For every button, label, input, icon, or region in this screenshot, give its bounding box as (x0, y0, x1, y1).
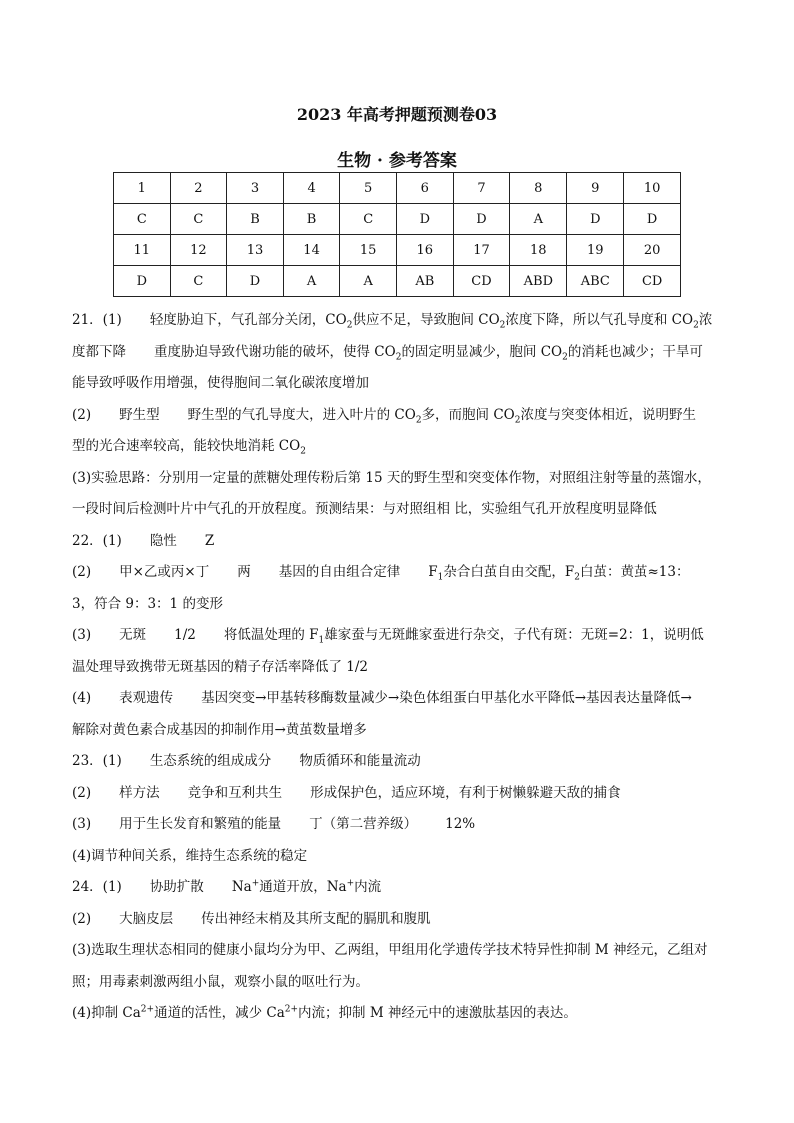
answer-cell: A (510, 204, 567, 235)
question-number-cell: 2 (170, 173, 227, 204)
question-number-cell: 3 (227, 173, 284, 204)
question-number-cell: 6 (396, 173, 453, 204)
q23-line-4: (4)调节种间关系，维持生态系统的稳定 (72, 847, 308, 864)
question-number-cell: 14 (283, 235, 340, 266)
question-number-row (114, 235, 681, 266)
answer-row (114, 204, 681, 235)
question-number-cell: 15 (340, 235, 397, 266)
answer-row (114, 266, 681, 297)
answer-cell: C (340, 204, 397, 235)
q22-line-2: (2) 甲×乙或丙×丁 两 基因的自由组合定律 $F_1$杂合白茧自由交配，$F_2$白茧：黄茧≈13： (72, 564, 690, 583)
q22-line-1: 22．(1) 隐性 Z (72, 532, 215, 549)
answer-cell: D (114, 266, 171, 297)
answer-cell: C (170, 266, 227, 297)
q21-line-3: 能导致呼吸作用增强，使得胞间二氧化碳浓度增加 (72, 375, 369, 391)
q22-line-4: (3) 无斑 1/2 将低温处理的 $F_1$雄家蚕与无斑雌家蚕进行杂交，子代有斑：无斑=2：1，说明低 (72, 627, 704, 646)
answer-cell: D (624, 204, 681, 235)
question-number-cell: 17 (453, 235, 510, 266)
answer-cell: A (283, 266, 340, 297)
answer-cell: D (396, 204, 453, 235)
q21-line-2: 度都下降 重度胁迫导致代谢功能的破坏，使得 $CO_2$的固定明显减少，胞间 $CO_2$的消耗也减少；干旱可 (72, 343, 703, 363)
question-number-cell: 8 (510, 173, 567, 204)
answer-cell: B (227, 204, 284, 235)
answer-cell: ABD (510, 266, 567, 297)
question-number-cell: 12 (170, 235, 227, 266)
question-number-cell: 16 (396, 235, 453, 266)
answer-cell: ABC (567, 266, 624, 297)
q22-line-7: 解除对黄色素合成基因的抑制作用→黄茧数量增多 (72, 721, 367, 738)
q21-line-1: 21．(1) 轻度胁迫下，气孔部分关闭，$CO_2$供应不足，导致胞间 $CO_2$浓度下降，所以气孔导度和 $CO_2$浓 (72, 312, 713, 331)
question-number-cell: 18 (510, 235, 567, 266)
q24-line-4: 照；用毒素刺激两组小鼠，观察小鼠的呕吐行为。 (72, 973, 369, 990)
question-number-cell: 9 (567, 173, 624, 204)
answer-cell: D (453, 204, 510, 235)
q21-line-7: 一段时间后检测叶片中气孔的开放程度。预测结果：与对照组相 比，实验组气孔开放程度明显降低 (72, 501, 657, 517)
question-number-row (114, 173, 681, 204)
q23-line-2: (2) 样方法 竞争和互利共生 形成保护色，适应环境，有利于树懒躲避天敌的捕食 (72, 784, 621, 801)
q22-line-5: 温处理导致携带无斑基因的精子存活率降低了 1/2 (72, 658, 369, 675)
answer-cell: D (567, 204, 624, 235)
q23-line-3: (3) 用于生长发育和繁殖的能量 丁（第二营养级） 12% (72, 816, 476, 832)
answer-cell: B (283, 204, 340, 235)
question-number-cell: 1 (114, 173, 171, 204)
page-title: 2023 年高考押题预测卷03 (296, 105, 498, 124)
question-number-cell: 11 (114, 235, 171, 266)
question-number-cell: 19 (567, 235, 624, 266)
answer-cell: CD (624, 266, 681, 297)
question-number-cell: 20 (624, 235, 681, 266)
answer-cell: C (170, 204, 227, 235)
q23-line-1: 23．(1) 生态系统的组成成分 物质循环和能量流动 (72, 753, 421, 769)
q24-line-1: 24．(1) 协助扩散 Na+通道开放，Na+内流 (72, 878, 382, 895)
question-number-cell: 5 (340, 173, 397, 204)
answer-cell: A (340, 266, 397, 297)
answer-cell: AB (396, 266, 453, 297)
q21-line-5: 型的光合速率较高，能较快地消耗 $CO_2$ (72, 438, 306, 457)
question-number-cell: 10 (624, 173, 681, 204)
question-number-cell: 7 (453, 173, 510, 204)
page-subtitle: 生物 · 参考答案 (337, 151, 457, 171)
q21-line-6: (3)实验思路：分别用一定量的蔗糖处理传粉后第 15 天的野生型和突变体作物，对照组注射等量的蒸馏水， (72, 469, 711, 486)
answer-cell: CD (453, 266, 510, 297)
q22-line-3: 3，符合 9：3：1 的变形 (72, 595, 223, 612)
q24-line-2: (2) 大脑皮层 传出神经末梢及其所支配的膈肌和腹肌 (72, 910, 431, 927)
answer-table (113, 172, 681, 297)
answer-cell: C (114, 204, 171, 235)
question-number-cell: 13 (227, 235, 284, 266)
answer-cell: D (227, 266, 284, 297)
q24-line-5: (4)抑制 $Ca^{2+}$通道的活性，减少 $Ca^{2+}$内流；抑制 M 神经元中的速激肽基因的表达。 (72, 1004, 577, 1021)
question-number-cell: 4 (283, 173, 340, 204)
answer-content (72, 305, 740, 1030)
q21-line-4: (2) 野生型 野生型的气孔导度大，进入叶片的 $CO_2$多，而胞间 $CO_2$浓度与突变体相近，说明野生 (72, 406, 696, 426)
q24-line-3: (3)选取生理状态相同的健康小鼠均分为甲、乙两组，甲组用化学遗传学技术特异性抑制 M 神经元，乙组对 (72, 942, 708, 958)
q22-line-6: (4) 表观遗传 基因突变→甲基转移酶数量减少→染色体组蛋白甲基化水平降低→基因表达量降低→ (72, 690, 692, 706)
